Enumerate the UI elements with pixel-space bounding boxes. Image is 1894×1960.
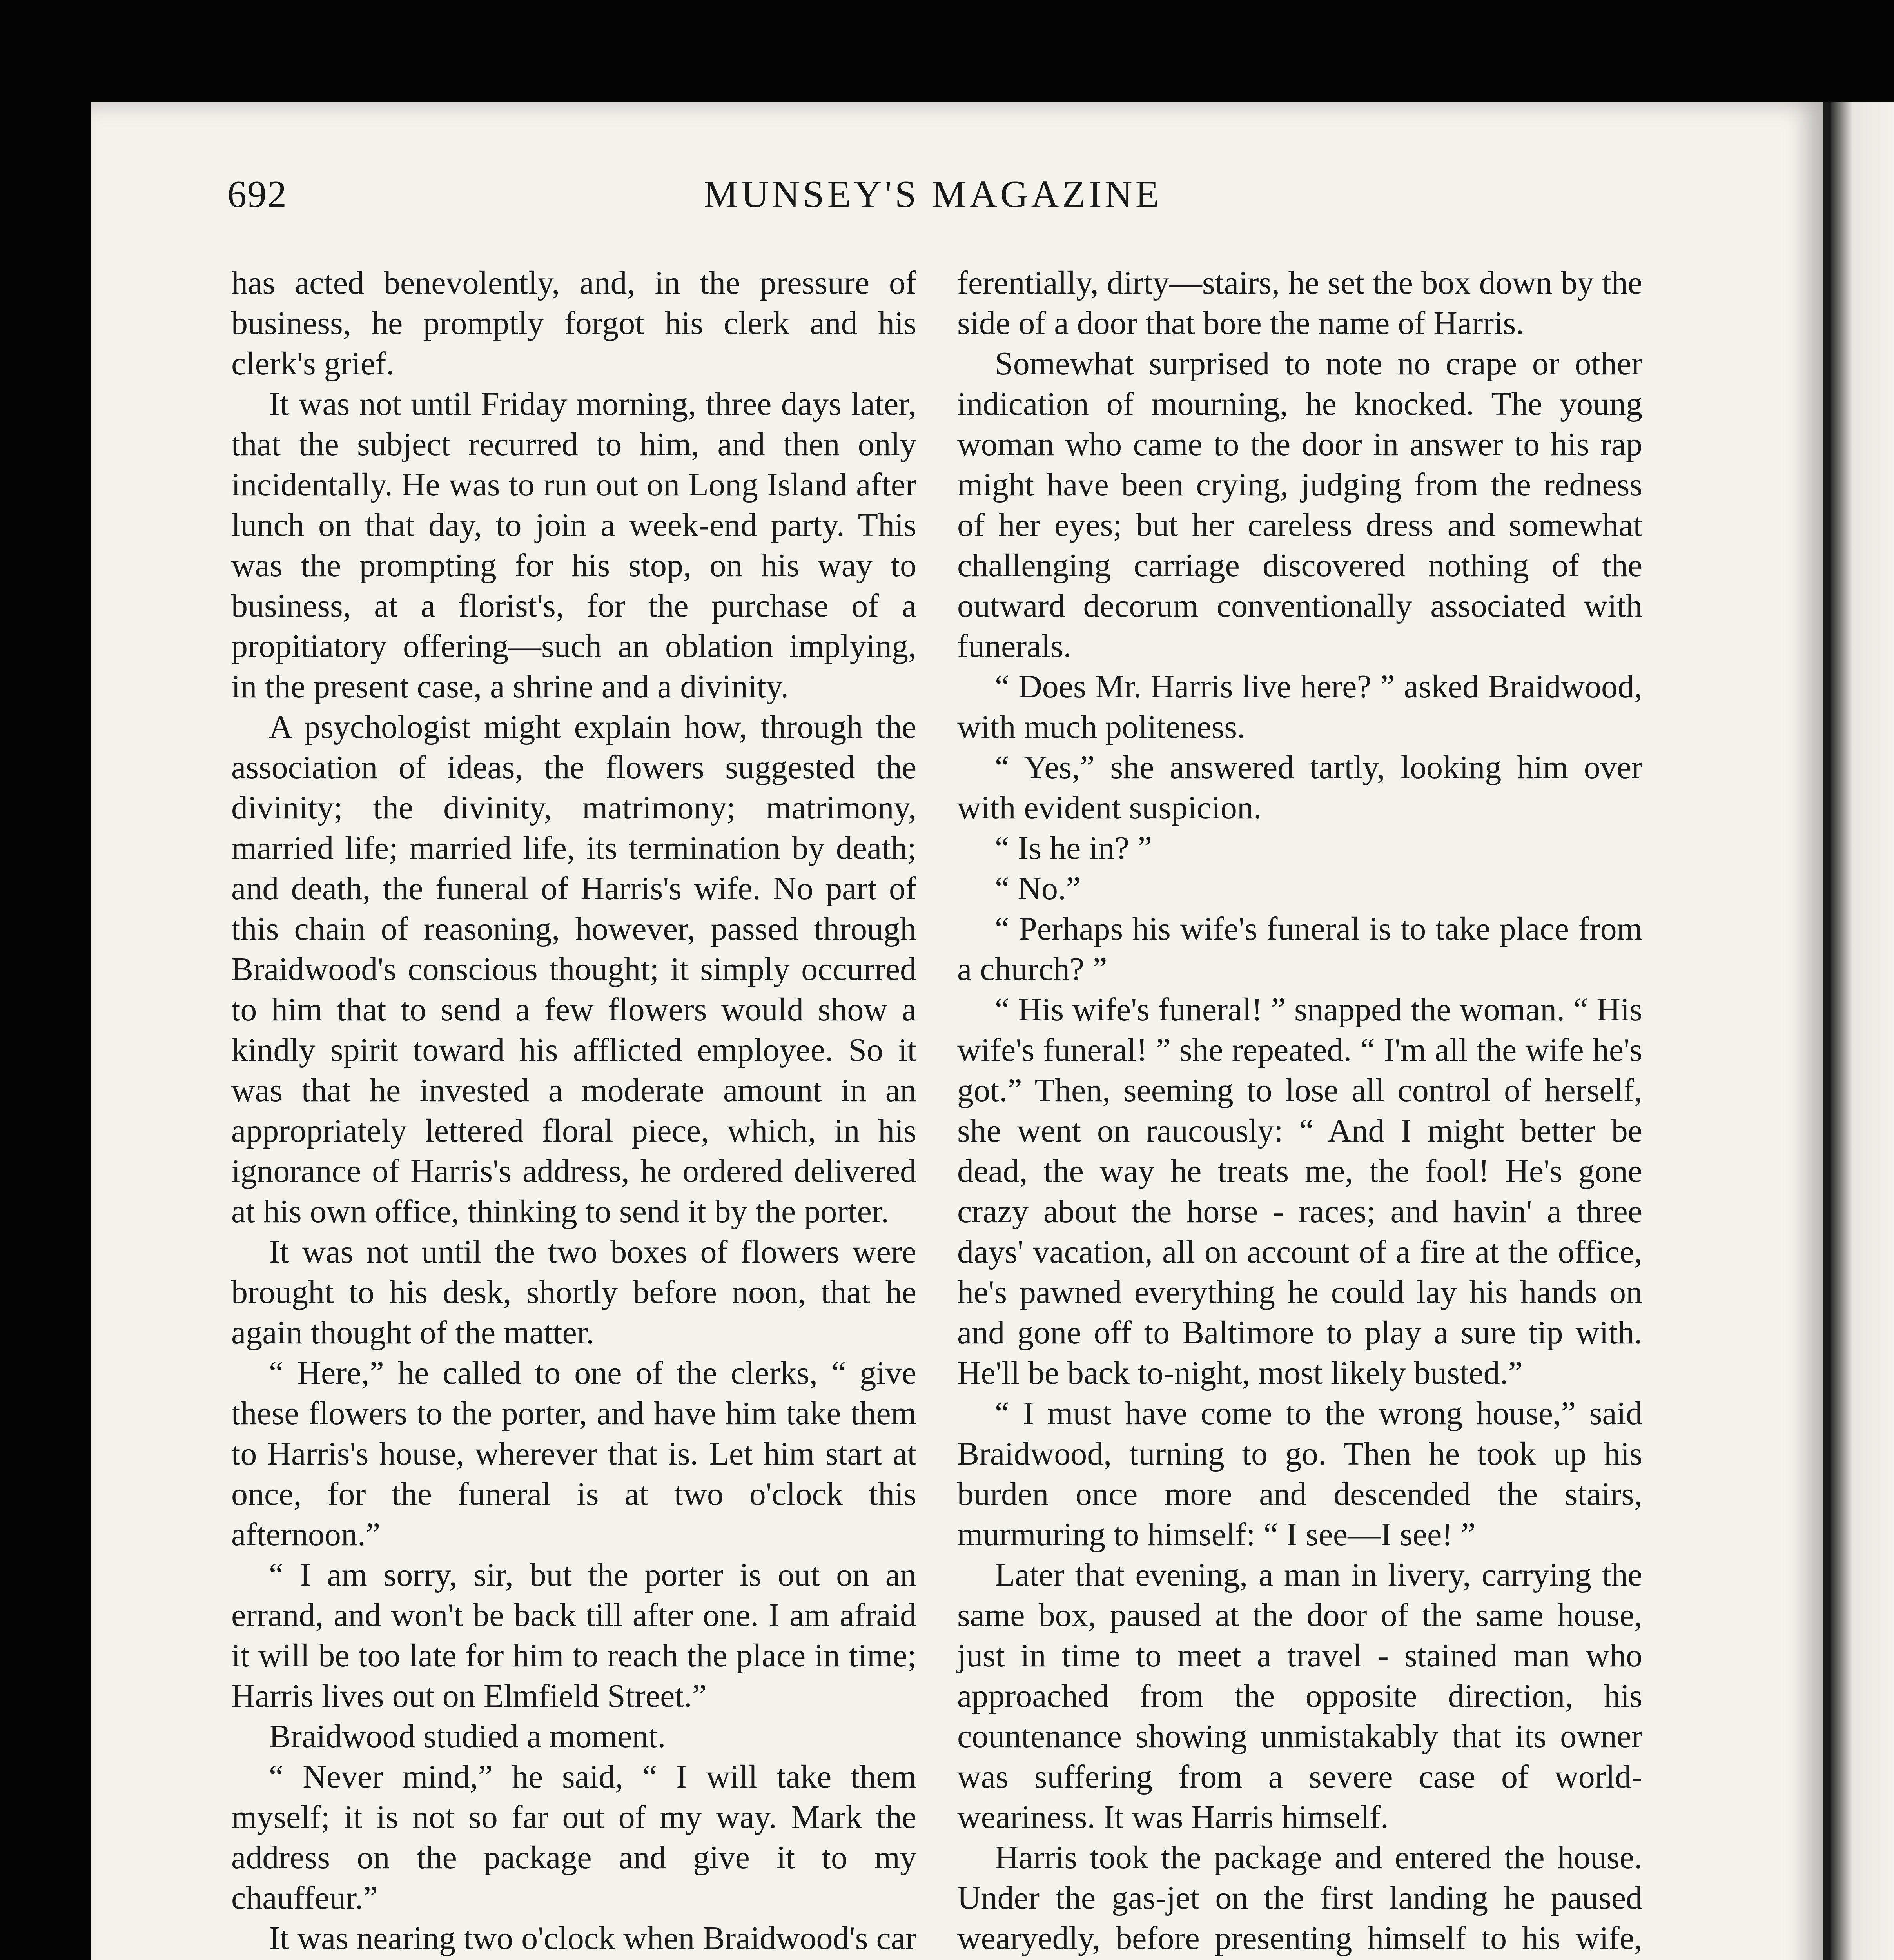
running-title: MUNSEY'S MAGAZINE: [704, 173, 1162, 216]
paragraph: Somewhat surprised to note no crape or other indication of mourning, he knocked. The young woman who came to the door in answer to his rap might have been crying, judging from the redness of her eyes; but her careless dress and somewhat challenging carriage discovered nothing of the outward decorum conventionally associated with funerals.: [957, 345, 1642, 664]
paragraph: Harris took the package and entered the house. Under the gas-jet on the first landing he paused wearyedly, before presenting himself to his wife,: [957, 1839, 1642, 1956]
paragraph: A psychologist might explain how, through the association of ideas, the flowers suggested the divinity; the divinity, matrimony; matrimony, married life; married life, its termination by death; and death, the funeral of Harris's wife. No part of this chain of reasoning, however, passed through Braidwood's conscious thought; it simply occurred to him that to send a few flowers would show a kindly spirit toward his afflicted employee. So it was that he invested a moderate amount in an appropriately lettered floral piece, which, in his ignorance of Harris's address, he ordered delivered at his own office, thinking to send it by the porter.: [231, 709, 916, 1230]
paragraph: “ Is he in? ”: [995, 830, 1152, 866]
page-number: 692: [227, 173, 287, 216]
left-column: [231, 263, 916, 1960]
paragraph: “ No.”: [995, 870, 1081, 907]
paragraph: Later that evening, a man in livery, carrying the same box, paused at the door of the same house, just in time to meet a travel - stained man who approached from the opposite direction, his countenance showing unmistakably that its owner was suffering from a severe case of world-weariness. It was Harris himself.: [957, 1557, 1642, 1835]
paragraph: “ Perhaps his wife's funeral is to take place from a church? ”: [957, 911, 1642, 987]
page-header: [227, 172, 1638, 231]
paragraph: “ His wife's funeral! ” snapped the woman. “ His wife's funeral! ” she repeated. “ I'm all the wife he's got.” Then, seeming to lose all control of herself, she went on raucously: “ And I might better be dead, the way he treats me, the fool! He's gone crazy about the horse - races; and havin' a three days' vacation, all on account of a fire at the office, he's pawned everything he could lay his hands on and gone off to Baltimore to play a sure tip with. He'll be back to-night, most likely busted.”: [957, 991, 1642, 1391]
paragraph: It was not until the two boxes of flowers were brought to his desk, shortly before noon, that he again thought of the matter.: [231, 1234, 916, 1351]
paragraph: “ Yes,” she answered tartly, looking him over with evident suspicion.: [957, 749, 1642, 826]
paragraph: “ Does Mr. Harris live here? ” asked Braidwood, with much politeness.: [957, 668, 1642, 745]
paragraph: Braidwood studied a moment.: [269, 1718, 666, 1755]
paragraph: It was nearing two o'clock when Braidwood's car: [269, 1920, 916, 1956]
paragraph: “ I am sorry, sir, but the porter is out on an errand, and won't be back till after one. I am afraid it will be too late for him to reach the place in time; Harris lives out on Elmfield Street.”: [231, 1557, 916, 1714]
paragraph: has acted benevolently, and, in the pressure of business, he promptly forgot his clerk and his clerk's grief.: [231, 265, 916, 382]
paragraph: “ I must have come to the wrong house,” said Braidwood, turning to go. Then he took up his burden once more and descended the stairs, murmuring to himself: “ I see—I see! ”: [957, 1395, 1642, 1553]
paragraph: “ Never mind,” he said, “ I will take them myself; it is not so far out of my way. Mark the address on the package and give it to my chauffeur.”: [231, 1759, 916, 1916]
right-column: [957, 263, 1642, 1960]
paragraph: “ Here,” he called to one of the clerks, “ give these flowers to the porter, and have him take them to Harris's house, wherever that is. Let him start at once, for the funeral is at two o'clock this afternoon.”: [231, 1355, 916, 1553]
facing-page-edge: [1831, 102, 1894, 1960]
paragraph: It was not until Friday morning, three days later, that the subject recurred to him, and then only incidentally. He was to run out on Long Island after lunch on that day, to join a week-end party. This was the prompting for his stop, on his way to business, at a florist's, for the purchase of a propitiatory offering—such an oblation implying, in the present case, a shrine and a divinity.: [231, 386, 916, 705]
paragraph: ferentially, dirty—stairs, he set the box down by the side of a door that bore the name of Harris.: [957, 265, 1642, 341]
